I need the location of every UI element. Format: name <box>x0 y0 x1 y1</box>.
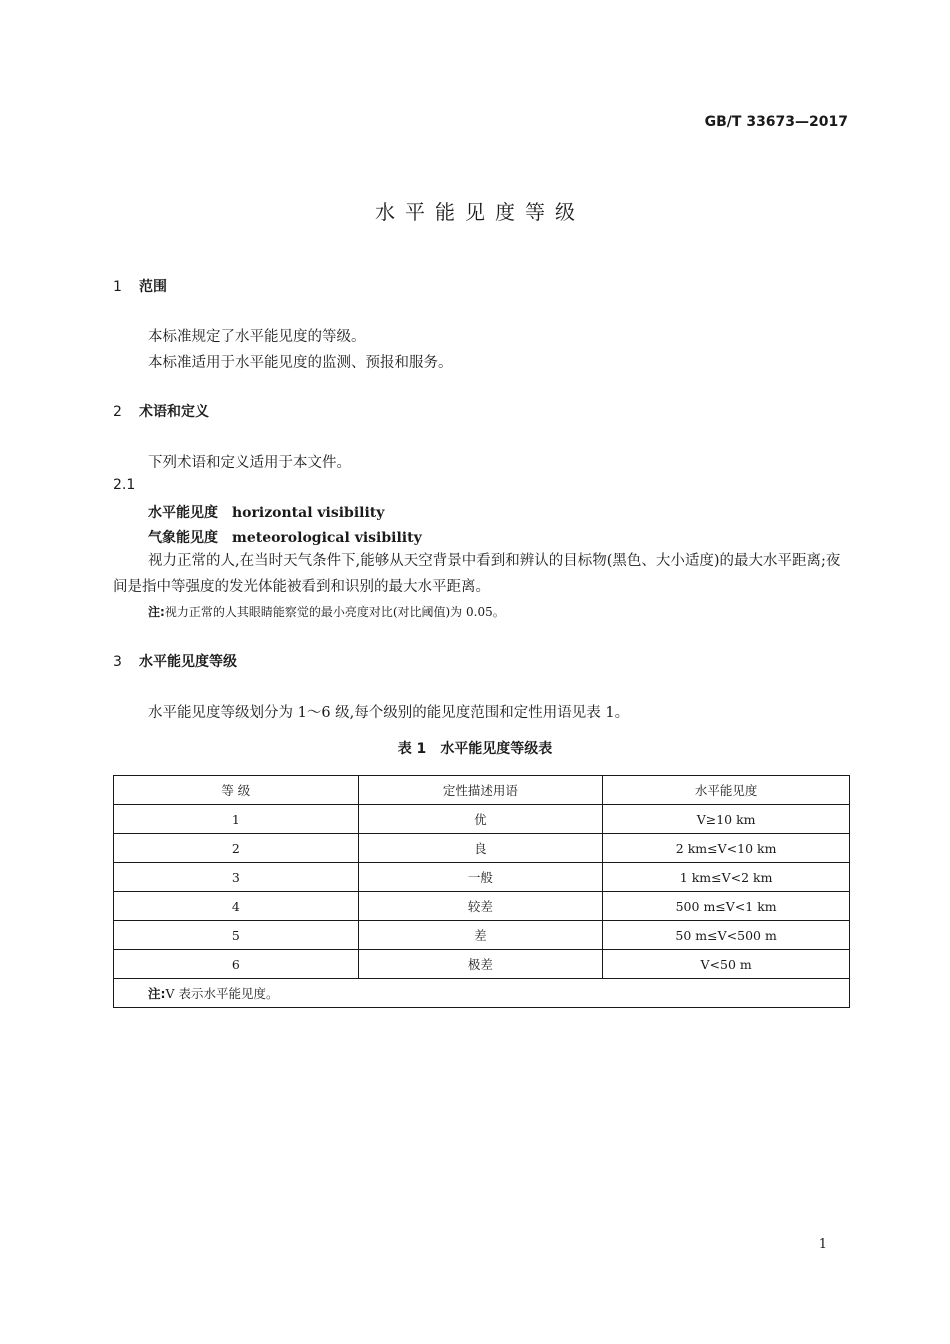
section-3-heading <box>113 651 237 671</box>
table-row <box>114 892 850 921</box>
table-note-text: V 表示水平能见度。 <box>165 986 279 1001</box>
term-2-en: meteorological visibility <box>232 530 422 546</box>
table-caption-title: 水平能见度等级表 <box>440 741 553 757</box>
cell-grade: 6 <box>114 950 359 979</box>
header-visibility: 水平能见度 <box>603 776 850 805</box>
section-3-number: 3 <box>113 654 122 670</box>
header-grade: 等 级 <box>114 776 359 805</box>
section-1-heading <box>113 276 167 296</box>
definition-paragraph: 视力正常的人,在当时天气条件下,能够从天空背景中看到和辨认的目标物(黑色、大小适度)的最大水平距离;夜间是指中等强度的发光体能被看到和识别的最大水平距离。 <box>113 553 841 595</box>
table-caption <box>0 738 950 758</box>
standard-code: GB/T 33673—2017 <box>704 114 848 130</box>
table-row <box>114 805 850 834</box>
cell-grade: 1 <box>114 805 359 834</box>
header-description: 定性描述用语 <box>358 776 603 805</box>
term-1-en: horizontal visibility <box>232 505 385 521</box>
term-1-zh: 水平能见度 <box>148 505 218 521</box>
section-1-paragraph-2: 本标准适用于水平能见度的监测、预报和服务。 <box>148 355 453 371</box>
section-2-heading <box>113 401 209 421</box>
section-1-paragraph-1: 本标准规定了水平能见度的等级。 <box>148 329 366 345</box>
table-note-row <box>114 979 850 1008</box>
document-title: 水平能见度等级 <box>375 200 585 224</box>
cell-grade: 2 <box>114 834 359 863</box>
cell-description: 差 <box>358 921 603 950</box>
table-row <box>114 921 850 950</box>
note-text: 视力正常的人其眼睛能察觉的最小亮度对比(对比阈值)为 0.05。 <box>164 605 505 619</box>
term-row-1 <box>148 502 384 522</box>
cell-visibility: 50 m≤V<500 m <box>603 921 850 950</box>
table-row <box>114 834 850 863</box>
table-header-row <box>114 776 850 805</box>
cell-description: 一般 <box>358 863 603 892</box>
section-2-number: 2 <box>113 404 122 420</box>
cell-grade: 5 <box>114 921 359 950</box>
cell-grade: 4 <box>114 892 359 921</box>
section-2-intro: 下列术语和定义适用于本文件。 <box>148 455 351 471</box>
section-3-title: 水平能见度等级 <box>139 654 237 670</box>
cell-visibility: 2 km≤V<10 km <box>603 834 850 863</box>
section-1-title: 范围 <box>139 279 167 295</box>
cell-description: 较差 <box>358 892 603 921</box>
visibility-grade-table <box>113 775 850 1008</box>
cell-description: 优 <box>358 805 603 834</box>
cell-description: 良 <box>358 834 603 863</box>
note-label: 注: <box>148 605 165 619</box>
cell-visibility: V≥10 km <box>603 805 850 834</box>
cell-grade: 3 <box>114 863 359 892</box>
table-note-label: 注: <box>148 986 166 1001</box>
page-number: 1 <box>818 1237 827 1252</box>
cell-description: 极差 <box>358 950 603 979</box>
table-row <box>114 950 850 979</box>
cell-visibility: 500 m≤V<1 km <box>603 892 850 921</box>
section-1-number: 1 <box>113 279 122 295</box>
term-2-zh: 气象能见度 <box>148 530 218 546</box>
definition-note <box>148 603 505 620</box>
term-row-2 <box>148 527 422 547</box>
cell-visibility: V<50 m <box>603 950 850 979</box>
table-caption-number: 表 1 <box>397 741 427 757</box>
table-row <box>114 863 850 892</box>
table-note <box>114 979 850 1008</box>
section-3-paragraph: 水平能见度等级划分为 1～6 级,每个级别的能见度范围和定性用语见表 1。 <box>148 705 630 721</box>
cell-visibility: 1 km≤V<2 km <box>603 863 850 892</box>
subsection-number: 2.1 <box>113 477 136 493</box>
section-2-title: 术语和定义 <box>139 404 209 420</box>
